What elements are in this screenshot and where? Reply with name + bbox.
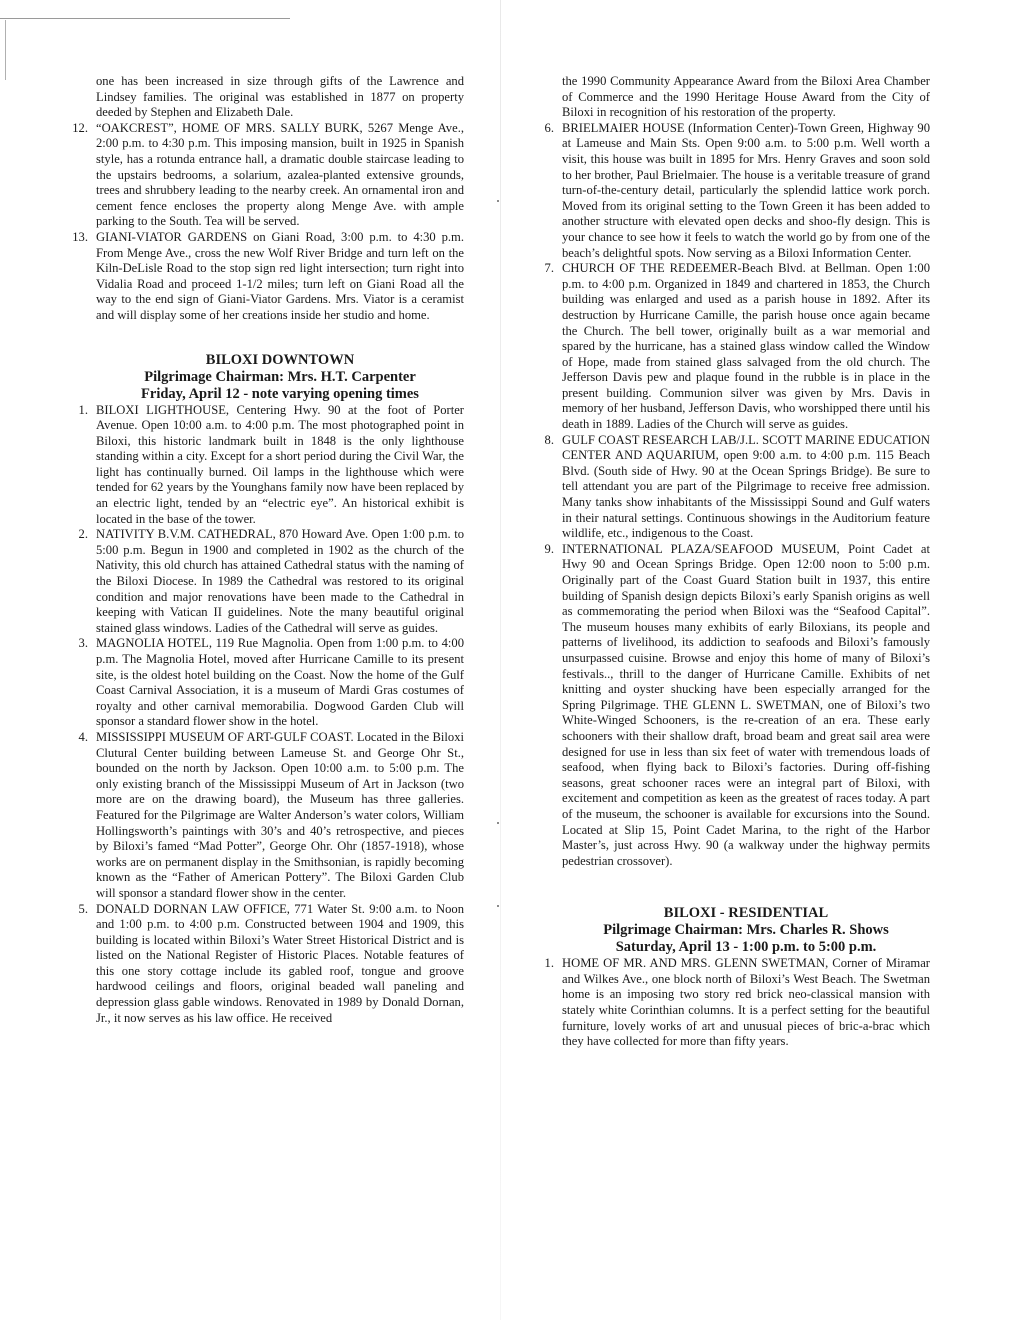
listing-item	[78, 402, 464, 528]
item-text: DONALD DORNAN LAW OFFICE, 771 Water St. 9:00 a.m. to Noon and 1:00 p.m. to 4:00 p.m. Constructed between 1904 and 1909, this building is located within Biloxi’s Water Street Historical District and is listed on the National Register of Historic Places. Notable features of this one story cottage include its gabled roof, tongue and groove hardwood ceilings and floors, original beaded wall paneling and depression glass gable windows. Renovated in 1989 by Donald Dornan, Jr., it now serves as his law office. He received	[96, 901, 464, 1025]
listing-item	[544, 541, 930, 869]
page-fold	[500, 0, 501, 1320]
section-date: Friday, April 12 - note varying opening times	[141, 385, 419, 402]
item-text: MISSISSIPPI MUSEUM OF ART-GULF COAST. Located in the Biloxi Clutural Center building between Lameuse St. and George Ohr St., bounded on the north by Jackson. Open 10:00 a.m. to 5:00 p.m. The only existing branch of the Mississippi Museum of Art in Jackson (two more are on the drawing board), the Museum has three galleries. Featured for the Pilgrimage are Walter Anderson’s water colors, William Hollingsworth’s paintings with 30’s and 40’s retrospective, and pieces by Biloxi’s famed “Mad Potter”, George Ohr. Ohr (1857-1918), whose works are on permanent display in the Smithsonian, is rapidly becoming known as the “Father of American Pottery”. The Biloxi Garden Club will sponsor a standard flower show in the center.	[96, 729, 464, 900]
right-intro-paragraph: the 1990 Community Appearance Award from the Biloxi Area Chamber of Commerce and the 1990 Heritage House Award from the City of Biloxi in recognition of his restoration of the property.	[562, 74, 930, 120]
section-date: Saturday, April 13 - 1:00 p.m. to 5:00 p.m.	[615, 939, 877, 956]
item-text: MAGNOLIA HOTEL, 119 Rue Magnolia. Open from 1:00 p.m. to 4:00 p.m. The Magnolia Hotel, moved after Hurricane Camille to its present site, is the oldest hotel building on the Coast. Now the home of the Gulf Coast Carnival Association, it is a museum of Mardi Gras costumes of royalty and other carnival memorabilia. Dogwood Garden Club will sponsor a standard flower show in the hotel.	[96, 636, 464, 729]
item-text: CHURCH OF THE REDEEMER-Beach Blvd. at Bellman. Open 1:00 p.m. to 4:00 p.m. Organized in 1849 and chartered in 1853, the Church building was enlarged and used as a parish house in 1892. After its destruction by Hurricane Camille, the parish house once again became the Church. The bell tower, originally built as a war memorial and spared by the hurricane, has a stained glass window called the Window of Hope, made from stained glass salvaged from the old church. The Jefferson Davis pew and plaque found in the rubble is in place in the present building. Communion silver was given by Mrs. Davis in memory of her husband, Jefferson Davis, who worshipped there until his death in 1889. Ladies of the Church will serve as guides.	[562, 261, 930, 432]
item-text: BRIELMAIER HOUSE (Information Center)-Town Green, Highway 90 at Lameuse and Main Sts. Open 9:00 a.m. to 5:00 p.m. Well worth a visit, this house was built in 1895 for Mrs. Henry Graves and soon sold to her brother, Paul Brielmaier. The house is a veritable treasure of grand turn-of-the-century detail, particularly the splendid lattice work porch. Moved from its original setting to the Town Green it has been added to another structure with elevated open decks and shoo-fly design. This is your chance to see how it feels to watch the world go by from one of the beach’s delightful spots. Now serving as a Biloxi Information Center.	[562, 120, 930, 260]
item-number: 4.	[78, 729, 88, 744]
listing-item	[72, 120, 464, 230]
item-text: BILOXI LIGHTHOUSE, Centering Hwy. 90 at the foot of Porter Avenue. Open 10:00 a.m. to 4:00 p.m. The most photographed point in Biloxi, this historic landmark built in 1848 is the only lighthouse standing within a city. Except for a short period during the Civil War, the light has continually burned. Oil lamps in the lighthouse which were tended for 62 years by the Younghans family now have been replaced by an electric light, tended by an “electric eye”. An historical exhibit is located in the base of the tower.	[96, 402, 464, 526]
item-number: 12.	[72, 120, 88, 135]
listing-item	[78, 636, 464, 730]
item-number: 8.	[544, 432, 554, 447]
item-number: 5.	[78, 901, 88, 916]
listing-item	[78, 901, 464, 1027]
section-chairman: Pilgrimage Chairman: Mrs. H.T. Carpenter	[144, 368, 416, 385]
scan-edge-top	[0, 18, 290, 19]
listing-item	[544, 120, 930, 261]
item-number: 1.	[544, 956, 554, 971]
item-text: “OAKCREST”, HOME OF MRS. SALLY BURK, 5267 Menge Ave., 2:00 p.m. to 4:30 p.m. This imposing mansion, built in 1925 in Spanish style, has a rotunda entrance hall, a dramatic double staircase leading to the upstairs bedrooms, a solarium, azalea-planted extensive grounds, trees and shrubbery leading to the nearby creek. An ornamental iron and cement fence encloses the property along Menge Ave. with ample parking to the South. Tea will be served.	[96, 120, 464, 229]
listing-item	[544, 261, 930, 433]
item-number: 1.	[78, 402, 88, 417]
listing-item	[544, 956, 930, 1050]
left-intro-paragraph: one has been increased in size through gifts of the Lawrence and Lindsey families. The original was established in 1877 on property deeded by Stephen and Elizabeth Dale.	[96, 74, 464, 120]
item-text: HOME OF MR. AND MRS. GLENN SWETMAN, Corner of Miramar and Wilkes Ave., one block north of Biloxi’s West Beach. The Swetman home is an imposing two story red brick neo-classical mansion with stately white Corinthian columns. It is a perfect setting for the beautiful furniture, lovely works of art and unusual pieces of bric-a-brac which they have collected for more than fifty years.	[562, 956, 930, 1049]
scan-speck	[497, 822, 499, 824]
scan-edge-left	[5, 20, 6, 80]
scan-speck	[497, 200, 499, 202]
listing-item	[78, 729, 464, 902]
item-number: 6.	[544, 120, 554, 135]
section-chairman: Pilgrimage Chairman: Mrs. Charles R. Shows	[603, 922, 889, 939]
section-title: BILOXI - RESIDENTIAL	[663, 905, 829, 922]
listing-item	[78, 527, 464, 636]
item-text: GIANI-VIATOR GARDENS on Giani Road, 3:00 p.m. to 4:30 p.m. From Menge Ave., cross the new Wolf River Bridge and turn left on the Kiln-DeLisle Road to the stop sign red light intersection; turn right into Vidalia Road and proceed 1-1/2 miles; turn left on Giani Road all the way to the end sign of Giani-Viator Gardens. Mrs. Viator is a ceramist and will display some of her creations inside her studio and home.	[96, 229, 464, 322]
item-number: 3.	[78, 636, 88, 651]
right-column	[544, 74, 930, 1050]
item-number: 7.	[544, 261, 554, 276]
item-text: INTERNATIONAL PLAZA/SEAFOOD MUSEUM, Point Cadet at Hwy 90 and Ocean Springs Bridge. Open 12:00 noon to 5:00 p.m. Originally part of the Coast Guard Station built in 1937, this entire building of Spanish design depicts Biloxi’s early Spanish origins as well as commemorating the period when Biloxi was the “Seafood Capital”. The museum houses many exhibits of early Biloxians, its people and patterns of livelihood, its addiction to seafoods and Biloxi’s famously unsurpassed cuisine. Browse and enjoy this home of many of Biloxi’s festivals.., thrill to the danger of Hurricane Camille. Exhibits of net knitting and oyster shucking have been especially arranged for the Spring Pilgrimage. THE GLENN L. SWETMAN, one of Biloxi’s two White-Winged Schooners, is the re-creation of an era. These early schooners with their shallow draft, broad beam and great sail area were designed for use in less than six feet of water with tremendous loads of seafood, when flying back to Biloxi’s factories. During off-fishing seasons, great schooner races were an integral part of Biloxi, with excitement and competition as keen as the greatest of races today. A part of the museum, the schooner is available for excursions into the Sound. Located at Slip 15, Point Cadet Marina, to the right of the Harbor Master’s, just across Hwy. 90 (a walkway under the highway permits pedestrian crossover).	[562, 541, 930, 868]
scan-speck	[497, 905, 499, 907]
item-number: 13.	[72, 229, 88, 244]
item-text: GULF COAST RESEARCH LAB/J.L. SCOTT MARINE EDUCATION CENTER AND AQUARIUM, open 9:00 a.m. to 4:00 p.m. 115 Beach Blvd. (South side of Hwy. 90 at the Ocean Springs Bridge). Be sure to tell attendant you are part of the Pilgrimage to receive free admission. Many tanks show inhabitants of the Mississippi Sound and Gulf waters in their natural settings. Continuous showings in the Auditorium feature wildlife, etc., indigenous to the Coast.	[562, 432, 930, 541]
section-title: BILOXI DOWNTOWN	[205, 351, 355, 368]
listing-item	[72, 229, 464, 324]
item-number: 9.	[544, 541, 554, 556]
item-number: 2.	[78, 527, 88, 542]
item-text: NATIVITY B.V.M. CATHEDRAL, 870 Howard Ave. Open 1:00 p.m. to 5:00 p.m. Begun in 1900 and completed in 1902 as the church of the Nativity, this old church has attained Cathedral status with the naming of the Biloxi Diocese. In 1989 the Cathedral was restored to its original condition and major renovations have been made to the Cathedral in keeping with Vatican II guidelines. Note the many beautiful original stained glass windows. Ladies of the Cathedral will serve as guides.	[96, 527, 464, 635]
section-header-downtown	[96, 352, 464, 403]
listing-item	[544, 432, 930, 542]
left-column	[72, 74, 464, 1026]
section-header-residential	[562, 905, 930, 956]
